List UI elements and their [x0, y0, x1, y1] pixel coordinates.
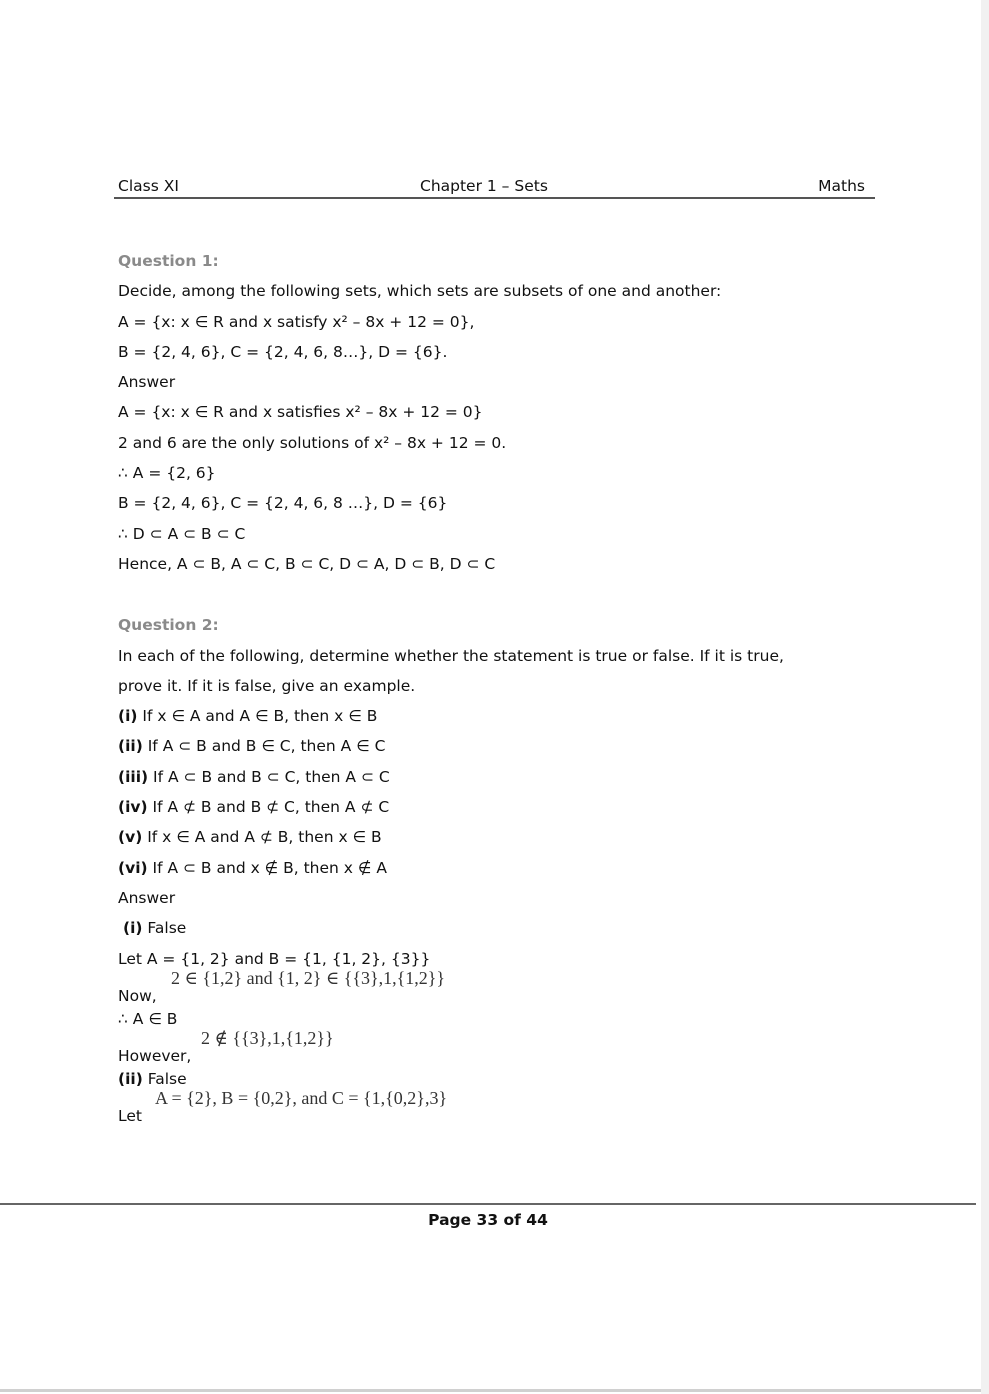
page-right-margin: [981, 0, 989, 1394]
statement-item: [118, 762, 878, 792]
answer-number: (ii): [118, 1070, 143, 1089]
footer-divider: [0, 1203, 976, 1205]
answer-line: ∴ D ⊂ A ⊂ B ⊂ C: [118, 524, 246, 543]
answer-verdict: False: [147, 1070, 187, 1089]
statement-text: If A ⊂ B and B ∈ C, then A ∈ C: [147, 737, 386, 756]
question-2-prompt-line: prove it. If it is false, give an example.: [118, 676, 416, 695]
statement-number: (i): [118, 707, 138, 726]
answer-i-let: Let A = {1, 2} and B = {1, {1, 2}, {3}}: [118, 949, 431, 968]
statement-text: If A ⊂ B and B ⊂ C, then A ⊂ C: [153, 767, 390, 786]
answer-i-verdict: [118, 913, 878, 943]
page-bottom-edge: [0, 1389, 981, 1392]
now-label: Now,: [118, 986, 157, 1005]
statement-number: (iii): [118, 767, 149, 786]
statement-text: If x ∈ A and A ∈ B, then x ∈ B: [142, 707, 378, 726]
answer-ii-let: [118, 1088, 878, 1126]
header-subject: Maths: [818, 177, 865, 195]
question-1-answer-label: Answer: [118, 373, 176, 392]
question-2-label: Question 2:: [118, 616, 219, 635]
answer-verdict: False: [147, 919, 187, 938]
statement-item: [118, 792, 878, 822]
question-1-label: Question 1:: [118, 252, 219, 270]
statement-text: If A ⊂ B and x ∉ B, then x ∉ A: [152, 858, 387, 877]
statement-text: If x ∈ A and A ⊄ B, then x ∈ B: [147, 828, 382, 847]
answer-line: 2 and 6 are the only solutions of x² – 8x + 12 = 0.: [118, 433, 507, 452]
statement-item: [118, 822, 878, 852]
now-equation: 2 ∈ {1,2} and {1, 2} ∈ {{3},1,{1,2}}: [171, 967, 446, 988]
answer-number: (i): [123, 919, 143, 938]
statement-number: (v): [118, 828, 143, 847]
answer-line: A = {x: x ∈ R and x satisfies x² – 8x + 12 = 0}: [118, 403, 483, 422]
header-chapter: Chapter 1 – Sets: [420, 177, 548, 195]
page-header: [114, 176, 875, 199]
question-1-prompt-line: A = {x: x ∈ R and x satisfy x² – 8x + 12 = 0},: [118, 312, 475, 331]
statement-item: [118, 701, 878, 731]
let-label: Let: [118, 1107, 142, 1126]
statement-item: [118, 731, 878, 761]
page-number: Page 33 of 44: [428, 1211, 548, 1229]
answer-line: ∴ A = {2, 6}: [118, 464, 216, 483]
question-2-prompt-line: In each of the following, determine whether the statement is true or false. If it is true,: [118, 646, 784, 665]
question-1-prompt-line: B = {2, 4, 6}, C = {2, 4, 6, 8…}, D = {6}.: [118, 342, 448, 361]
page-content: [118, 246, 878, 1124]
however-equation: 2 ∉ {{3},1,{1,2}}: [201, 1028, 334, 1049]
answer-i-therefore: ∴ A ∈ B: [118, 1009, 178, 1028]
answer-line: Hence, A ⊂ B, A ⊂ C, B ⊂ C, D ⊂ A, D ⊂ B, D ⊂ C: [118, 554, 496, 573]
answer-line: B = {2, 4, 6}, C = {2, 4, 6, 8 …}, D = {6}: [118, 494, 448, 513]
statement-number: (iv): [118, 798, 148, 817]
answer-i-however: [118, 1028, 878, 1066]
statement-text: If A ⊄ B and B ⊄ C, then A ⊄ C: [152, 798, 390, 817]
header-class: Class XI: [118, 177, 179, 195]
statement-item: [118, 853, 878, 883]
however-label: However,: [118, 1047, 192, 1066]
question-1-prompt: Decide, among the following sets, which sets are subsets of one and another:: [118, 282, 722, 301]
section-gap: [118, 579, 878, 610]
answer-i-now: [118, 967, 878, 1005]
let-equation: A = {2}, B = {0,2}, and C = {1,{0,2},3}: [155, 1088, 448, 1109]
question-2-answer-label: Answer: [118, 888, 176, 907]
statement-number: (ii): [118, 737, 143, 756]
statement-number: (vi): [118, 858, 148, 877]
